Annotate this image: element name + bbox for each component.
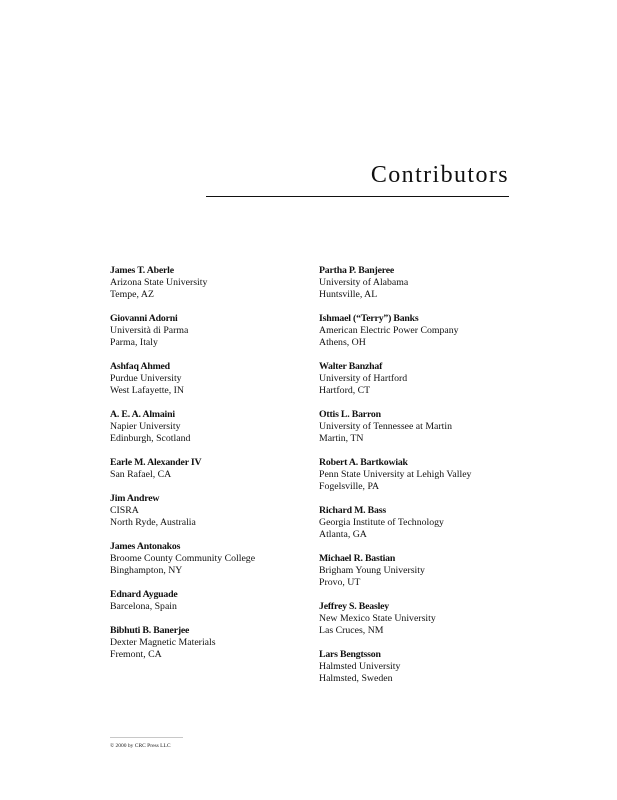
contributor-entry: [319, 601, 519, 638]
contributor-affiliation-line: Broome County Community College: [110, 553, 256, 564]
contributor-name: Jim Andrew: [110, 492, 160, 504]
contributor-name: Lars Bengtsson: [319, 649, 381, 660]
contributor-affiliation-line: CISRA: [110, 505, 139, 516]
contributor-entry: [110, 589, 310, 613]
contributor-entry: [110, 493, 310, 530]
contributor-affiliation-line: Arizona State University: [110, 277, 208, 289]
contributor-entry: [110, 541, 310, 578]
contributor-name: Jeffrey S. Beasley: [319, 601, 389, 612]
contributor-affiliation-line: Provo, UT: [319, 577, 361, 589]
contributors-left-column: [110, 265, 310, 673]
contributor-name: Ishmael (“Terry”) Banks: [319, 313, 419, 324]
contributor-name: Michael R. Bastian: [319, 553, 396, 564]
contributor-affiliation-line: Halmsted University: [319, 661, 401, 673]
contributor-entry: [319, 409, 519, 446]
contributor-affiliation-line: University of Alabama: [319, 277, 409, 289]
contributor-name: Ednard Ayguade: [110, 588, 178, 600]
contributor-affiliation-line: Hartford, CT: [319, 385, 371, 397]
contributor-affiliation-line: West Lafayette, IN: [110, 385, 185, 397]
contributor-name: James Antonakos: [110, 540, 181, 552]
contributor-affiliation-line: Binghampton, NY: [110, 565, 183, 577]
contributor-entry: [319, 505, 519, 542]
contributor-affiliation-line: Purdue University: [110, 373, 182, 385]
contributor-affiliation-line: Athens, OH: [319, 337, 366, 349]
contributor-entry: [319, 265, 519, 302]
footer-rule: [110, 737, 183, 738]
contributor-entry: [110, 457, 310, 481]
contributor-affiliation-line: Università di Parma: [110, 325, 189, 337]
contributor-name: Robert A. Bartkowiak: [319, 457, 408, 468]
contributor-entry: [110, 361, 310, 398]
contributors-right-column: [319, 265, 519, 697]
contributor-affiliation-line: American Electric Power Company: [319, 325, 459, 337]
contributor-affiliation-line: Barcelona, Spain: [110, 601, 177, 612]
contributor-affiliation-line: Brigham Young University: [319, 565, 425, 577]
contributor-name: Giovanni Adorni: [110, 313, 178, 324]
contributor-affiliation-line: Atlanta, GA: [319, 529, 367, 541]
contributor-name: A. E. A. Almaini: [110, 409, 175, 420]
contributor-name: Richard M. Bass: [319, 505, 386, 516]
copyright-notice: © 2000 by CRC Press LLC: [110, 743, 171, 749]
contributor-affiliation-line: San Rafael, CA: [110, 469, 172, 481]
contributor-affiliation-line: Las Cruces, NM: [319, 625, 384, 637]
contributor-entry: [319, 649, 519, 686]
contributor-affiliation-line: University of Hartford: [319, 373, 408, 385]
contributor-affiliation-line: Edinburgh, Scotland: [110, 433, 191, 445]
contributor-entry: [319, 313, 519, 350]
contributor-entry: [110, 265, 310, 302]
contributor-affiliation-line: Napier University: [110, 421, 181, 433]
contributor-entry: [319, 457, 519, 494]
contributor-affiliation-line: Huntsville, AL: [319, 289, 378, 301]
page-title: Contributors: [370, 162, 509, 188]
contributor-entry: [110, 313, 310, 350]
contributor-entry: [319, 553, 519, 590]
contributor-name: Earle M. Alexander IV: [110, 457, 202, 468]
contributor-entry: [319, 361, 519, 398]
contributor-affiliation-line: Fogelsville, PA: [319, 481, 380, 493]
contributor-affiliation-line: Halmsted, Sweden: [319, 673, 393, 685]
contributor-entry: [110, 409, 310, 446]
contributor-name: Partha P. Banjeree: [319, 265, 395, 276]
title-rule: [206, 196, 509, 197]
contributor-affiliation-line: Parma, Italy: [110, 337, 158, 349]
contributor-affiliation-line: Georgia Institute of Technology: [319, 517, 444, 529]
contributor-affiliation-line: Dexter Magnetic Materials: [110, 636, 216, 648]
contributor-affiliation-line: Martin, TN: [319, 433, 364, 445]
contributor-affiliation-line: Penn State University at Lehigh Valley: [319, 469, 472, 481]
contributor-affiliation-line: New Mexico State University: [319, 613, 436, 625]
contributor-entry: [110, 625, 310, 662]
contributor-name: James T. Aberle: [110, 265, 174, 276]
contributor-name: Walter Banzhaf: [319, 361, 383, 372]
contributor-affiliation-line: Tempe, AZ: [110, 289, 154, 301]
contributor-name: Ashfaq Ahmed: [110, 361, 170, 372]
contributor-name: Bibhuti B. Banerjee: [110, 624, 190, 636]
contributor-name: Ottis L. Barron: [319, 409, 381, 420]
contributor-affiliation-line: North Ryde, Australia: [110, 517, 196, 529]
contributor-affiliation-line: Fremont, CA: [110, 649, 162, 660]
contributor-affiliation-line: University of Tennessee at Martin: [319, 421, 452, 433]
